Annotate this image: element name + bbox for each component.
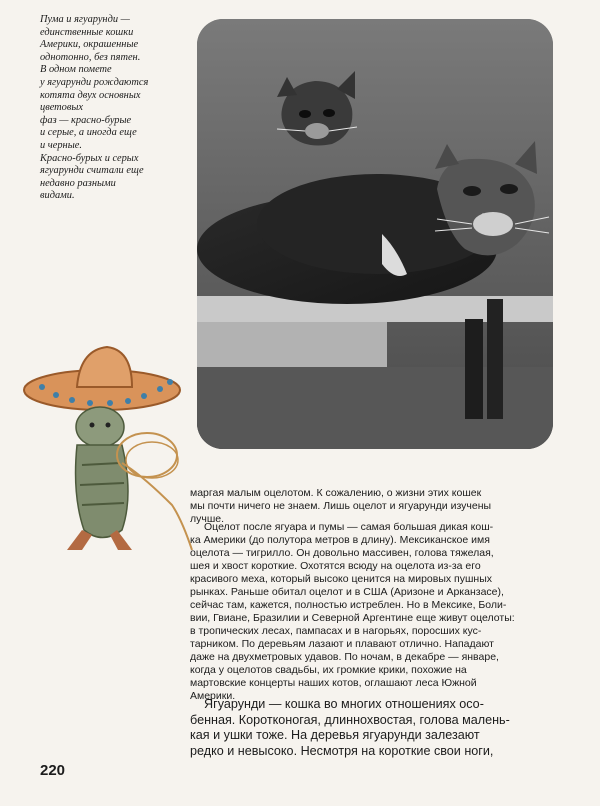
paragraph-3 — [190, 697, 556, 760]
photo-jaguarundi-two-cats-icon — [197, 19, 553, 449]
caption-line: котята двух основных — [40, 89, 141, 101]
page-number: 220 — [40, 762, 66, 779]
text-line: бенная. Коротконогая, длиннохвостая, голова малень- — [190, 712, 510, 727]
cat-in-sombrero-illustration — [22, 345, 200, 555]
text-line: Оцелот после ягуара и пумы — самая большая дикая кош- — [204, 521, 494, 533]
text-line: мы почти ничего не знаем. Лишь оцелот и ягуарунди изучены — [190, 500, 492, 512]
text-line: шея и хвост короткие. Охотятся всюду на оцелота из-за его — [190, 560, 481, 572]
text-line: вии, Гвиане, Бразилии и Северной Аргентине еще живут оцелоты: — [190, 612, 515, 624]
cat-in-sombrero-with-lasso-icon — [22, 345, 200, 555]
caption-line: видами. — [40, 190, 75, 202]
text-line: мартовские концерты наших котов, оглашают леса Южной — [190, 677, 477, 689]
jaguarundi-photo — [197, 19, 553, 449]
caption-line: фаз — красно-бурые — [40, 114, 132, 126]
caption-line: ягуарунди считали еще — [40, 165, 144, 177]
caption-line: цветовых — [40, 102, 84, 114]
text-line: оцелота — тигрилло. Он довольно массивен, голова тяжелая, — [190, 547, 494, 559]
text-line: рынках. Раньше обитал оцелот и в США (Аризоне и Арканзасе), — [190, 586, 504, 598]
caption-line: недавно разными — [40, 177, 116, 189]
text-line: тарником. По деревьям лазают и плавают отлично. Нападают — [190, 638, 494, 650]
caption-line: Пума и ягуарунди — — [40, 14, 130, 25]
text-line: в тропических лесах, пампасах и в нагорьях, поросших кус- — [190, 625, 482, 637]
text-line: лучше. — [190, 513, 225, 525]
caption-line: и серые, а иногда еще — [40, 127, 137, 139]
caption-line: однотонно, без пятен. — [40, 51, 141, 63]
text-line: красивого меха, который высоко ценится на мировых пушных — [190, 573, 493, 585]
caption-line: у ягуарунди рождаются — [40, 76, 149, 88]
text-line: кая и ушки тоже. На деревья ягуарунди залезают — [190, 728, 480, 743]
text-line: маргая малым оцелотом. К сожалению, о жизни этих кошек — [190, 487, 482, 499]
text-line: когда у оцелотов свадьбы, их громкие крики, похожие на — [190, 664, 467, 676]
paragraph-2 — [190, 521, 556, 703]
caption-line: В одном помете — [40, 64, 112, 76]
photo-caption — [40, 14, 196, 203]
caption-line: единственные кошки — [40, 26, 134, 38]
text-line: Ягуарунди — кошка во многих отношениях осо- — [204, 697, 484, 711]
text-line: сейчас там, кажется, полностью истреблен. Но в Мексике, Боли- — [190, 599, 507, 611]
caption-line: Америки, окрашенные — [40, 39, 139, 51]
text-line: даже на двухметровых удавов. По ночам, в декабре — январе, — [190, 651, 499, 663]
text-line: Америки. — [190, 690, 236, 702]
caption-line: и черные. — [40, 139, 82, 151]
text-line: редко и невысоко. Несмотря на короткие свои ноги, — [190, 744, 494, 759]
text-line: ка Америки (до полутора метров в длину). Мексиканское имя — [190, 534, 490, 546]
caption-line: Красно-бурых и серых — [40, 152, 139, 164]
